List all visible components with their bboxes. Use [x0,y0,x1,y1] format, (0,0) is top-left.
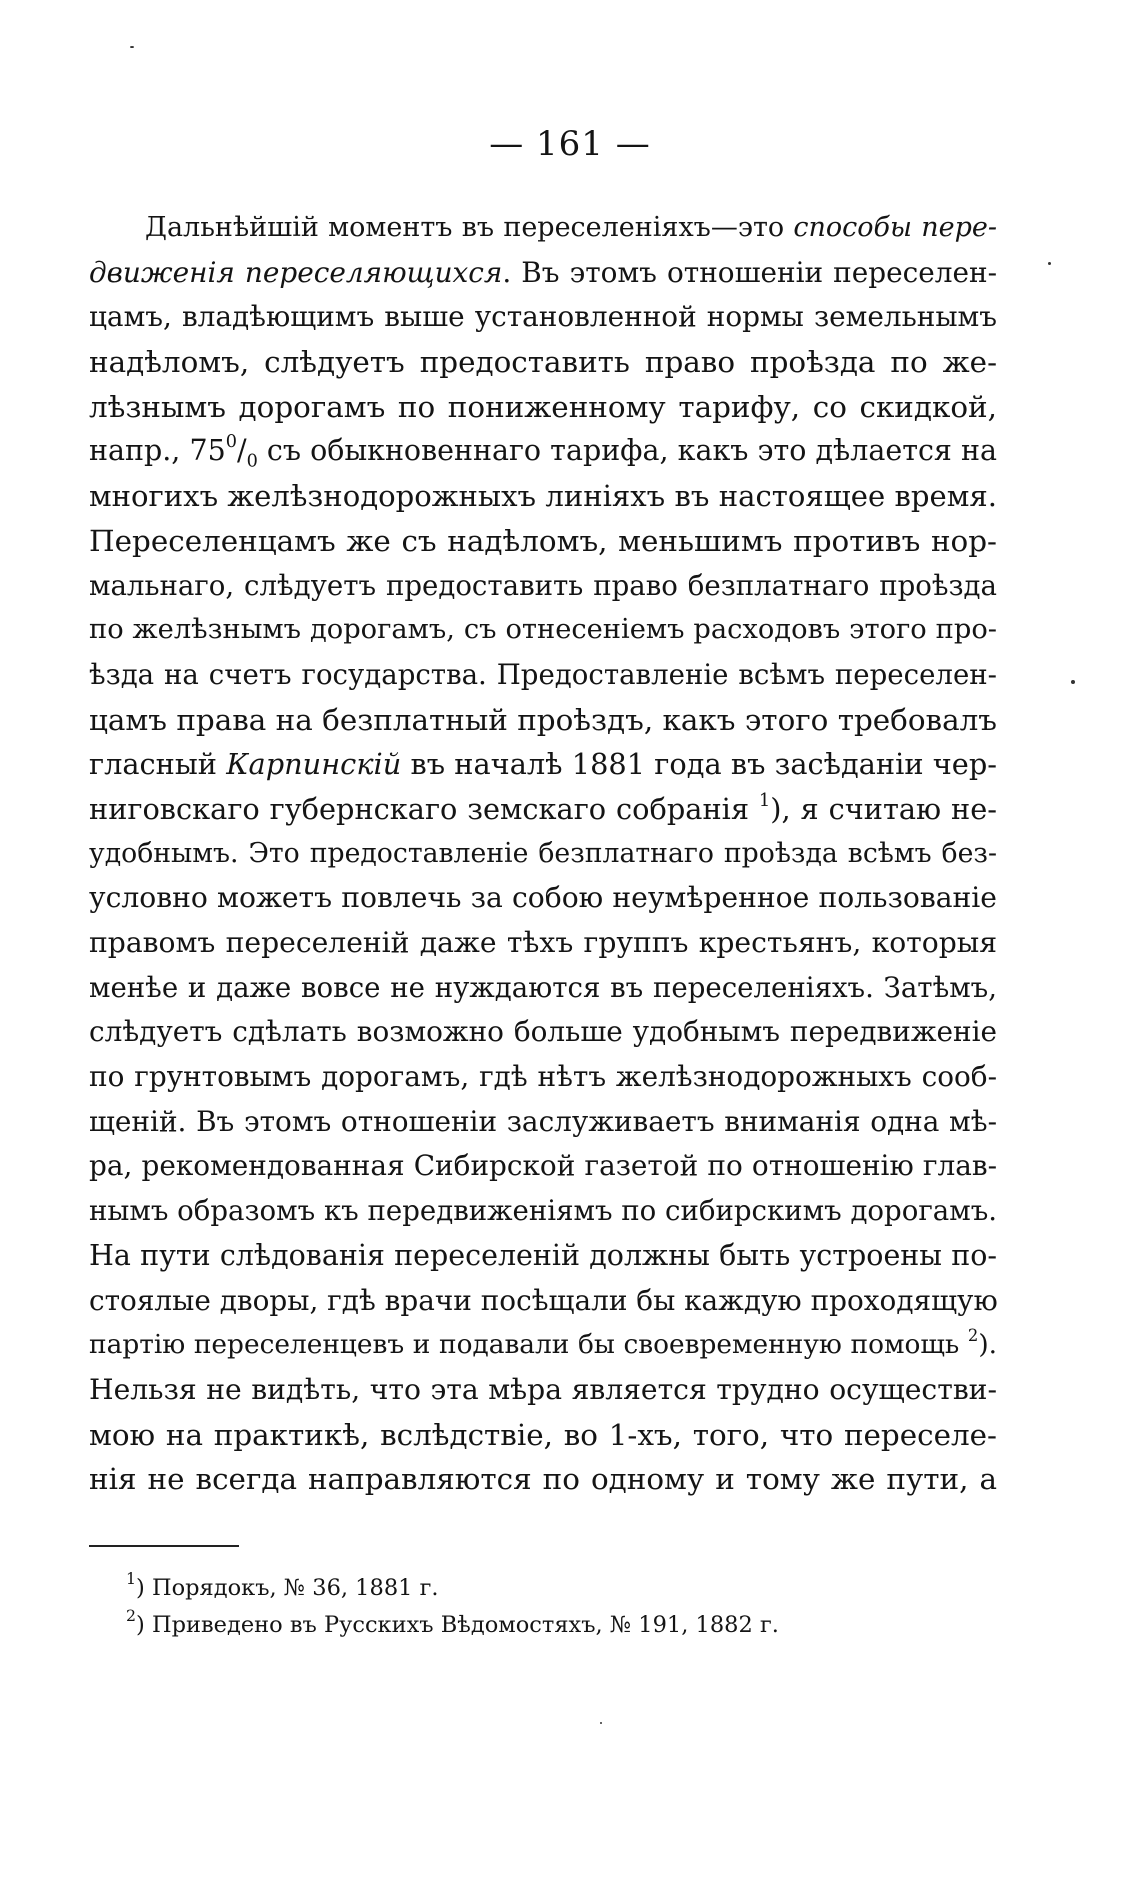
text-line [89,966,997,1011]
text-segment: напр., 75 [89,434,226,468]
text-line [89,206,997,251]
text-segment: щеній. Въ этомъ отношеніи заслуживаетъ вниманія одна мѣ- [89,1104,997,1138]
text-segment: слѣдуетъ сдѣлать возможно больше удобнымъ передвиженіе [89,1015,997,1049]
text-segment: ниговскаго губернскаго земскаго собранія [89,791,759,826]
text-line [89,340,997,385]
body-text [89,206,997,1502]
text-line [89,474,997,519]
superscript: 0 [225,432,237,453]
text-segment: цамъ, владѣющимъ выше установленной нормы земельнымъ [89,300,997,334]
text-line [89,832,997,877]
text-segment: по желѣзнымъ дорогамъ, съ отнесеніемъ расходовъ этого про- [89,614,997,646]
text-line [89,429,997,474]
footnote-divider [89,1545,239,1547]
footnote-mark: 2 [126,1606,137,1626]
text-line [89,653,997,698]
text-segment: ), я считаю не- [770,791,997,826]
italic-text: Карпинскій [226,747,402,782]
text-segment: ). [978,1329,997,1361]
text-line [89,1323,997,1368]
footnote-text: ) Приведено въ Русскихъ Вѣдомостяхъ, № 191, 1882 г. [136,1612,779,1638]
text-line [89,1368,997,1413]
text-segment: въ началѣ 1881 года въ засѣданіи чер- [401,747,997,782]
scan-speck [1071,680,1075,684]
italic-text: движенія переселяющихся [89,255,503,289]
text-segment: ра, рекомендованная Сибирской газетой по отношенію глав- [89,1149,997,1183]
text-segment: ѣзда на счетъ государства. Предоставленіе всѣмъ переселен- [89,657,997,691]
text-segment: лѣзнымъ дорогамъ по пониженному тарифу, со скидкой, [89,389,997,424]
text-segment: по грунтовымъ дорогамъ, гдѣ нѣтъ желѣзнодорожныхъ сооб- [89,1060,997,1094]
italic-text: способы пере- [793,212,998,243]
text-line [89,295,997,340]
text-segment: партію переселенцевъ и подавали бы своевременную помощь [89,1329,968,1361]
text-line [89,787,997,832]
text-segment: съ обыкновеннаго тарифа, какъ это дѣлается на [257,434,998,468]
text-segment: Дальнѣйшій моментъ въ переселеніяхъ—это [145,212,794,243]
superscript: 1 [758,789,771,811]
text-line [89,1055,997,1100]
text-line [89,742,997,787]
text-line [89,1234,997,1279]
superscript: 2 [967,1325,979,1345]
text-segment: стоялые дворы, гдѣ врачи посѣщали бы каждую проходящую [89,1283,998,1317]
text-segment: условно можетъ повлечь за собою неумѣренное пользованіе [89,881,997,915]
text-segment: цамъ права на безплатный проѣздъ, какъ этого требовалъ [89,702,997,737]
text-segment: менѣе и даже вовсе не нуждаются въ переселеніяхъ. Затѣмъ, [89,970,997,1004]
text-line [89,608,997,653]
text-line [89,1413,997,1458]
text-line [89,698,997,743]
footnote [126,1607,779,1644]
footnote [126,1570,779,1607]
text-line [89,251,997,296]
text-line [89,519,997,564]
scan-speck [130,46,134,48]
subscript: 0 [246,452,258,473]
text-segment: мальнаго, слѣдуетъ предоставить право безплатнаго проѣзда [89,568,997,602]
text-line [89,385,997,430]
text-line [89,1010,997,1055]
footnotes [126,1570,779,1644]
text-segment: нія не всегда направляются по одному и тому же пути, а [89,1462,997,1497]
text-segment: . Въ этомъ отношеніи переселен- [502,255,997,289]
text-line [89,1100,997,1145]
footnote-text: ) Порядокъ, № 36, 1881 г. [136,1575,439,1601]
scan-speck [1048,262,1051,265]
text-line [89,921,997,966]
footnote-mark: 1 [126,1569,137,1589]
text-segment: мою на практикѣ, вслѣдствіе, во 1-хъ, того, что переселе- [89,1417,997,1452]
text-segment: / [236,434,247,468]
text-line [89,1189,997,1234]
text-line [89,876,997,921]
text-segment: надѣломъ, слѣдуетъ предоставить право проѣзда по же- [89,345,997,380]
page-number: — 161 — [489,124,651,164]
text-segment: многихъ желѣзнодорожныхъ линіяхъ въ настоящее время. [89,479,997,514]
text-segment: Переселенцамъ же съ надѣломъ, меньшимъ противъ нор- [89,523,997,558]
scan-speck [600,1722,602,1724]
text-segment: правомъ переселеній даже тѣхъ группъ крестьянъ, которыя [89,926,997,959]
text-line [89,564,997,609]
text-segment: На пути слѣдованія переселеній должны быть устроены по- [89,1238,997,1272]
text-segment: гласный [89,747,227,782]
text-segment: Нельзя не видѣть, что эта мѣра является трудно осуществи- [89,1372,997,1406]
text-segment: удобнымъ. Это предоставленіе безплатнаго проѣзда всѣмъ без- [89,837,997,869]
text-line [89,1457,997,1502]
text-line [89,1144,997,1189]
text-line [89,1279,997,1324]
text-segment: нымъ образомъ къ передвиженіямъ по сибирскимъ дорогамъ. [89,1194,998,1228]
